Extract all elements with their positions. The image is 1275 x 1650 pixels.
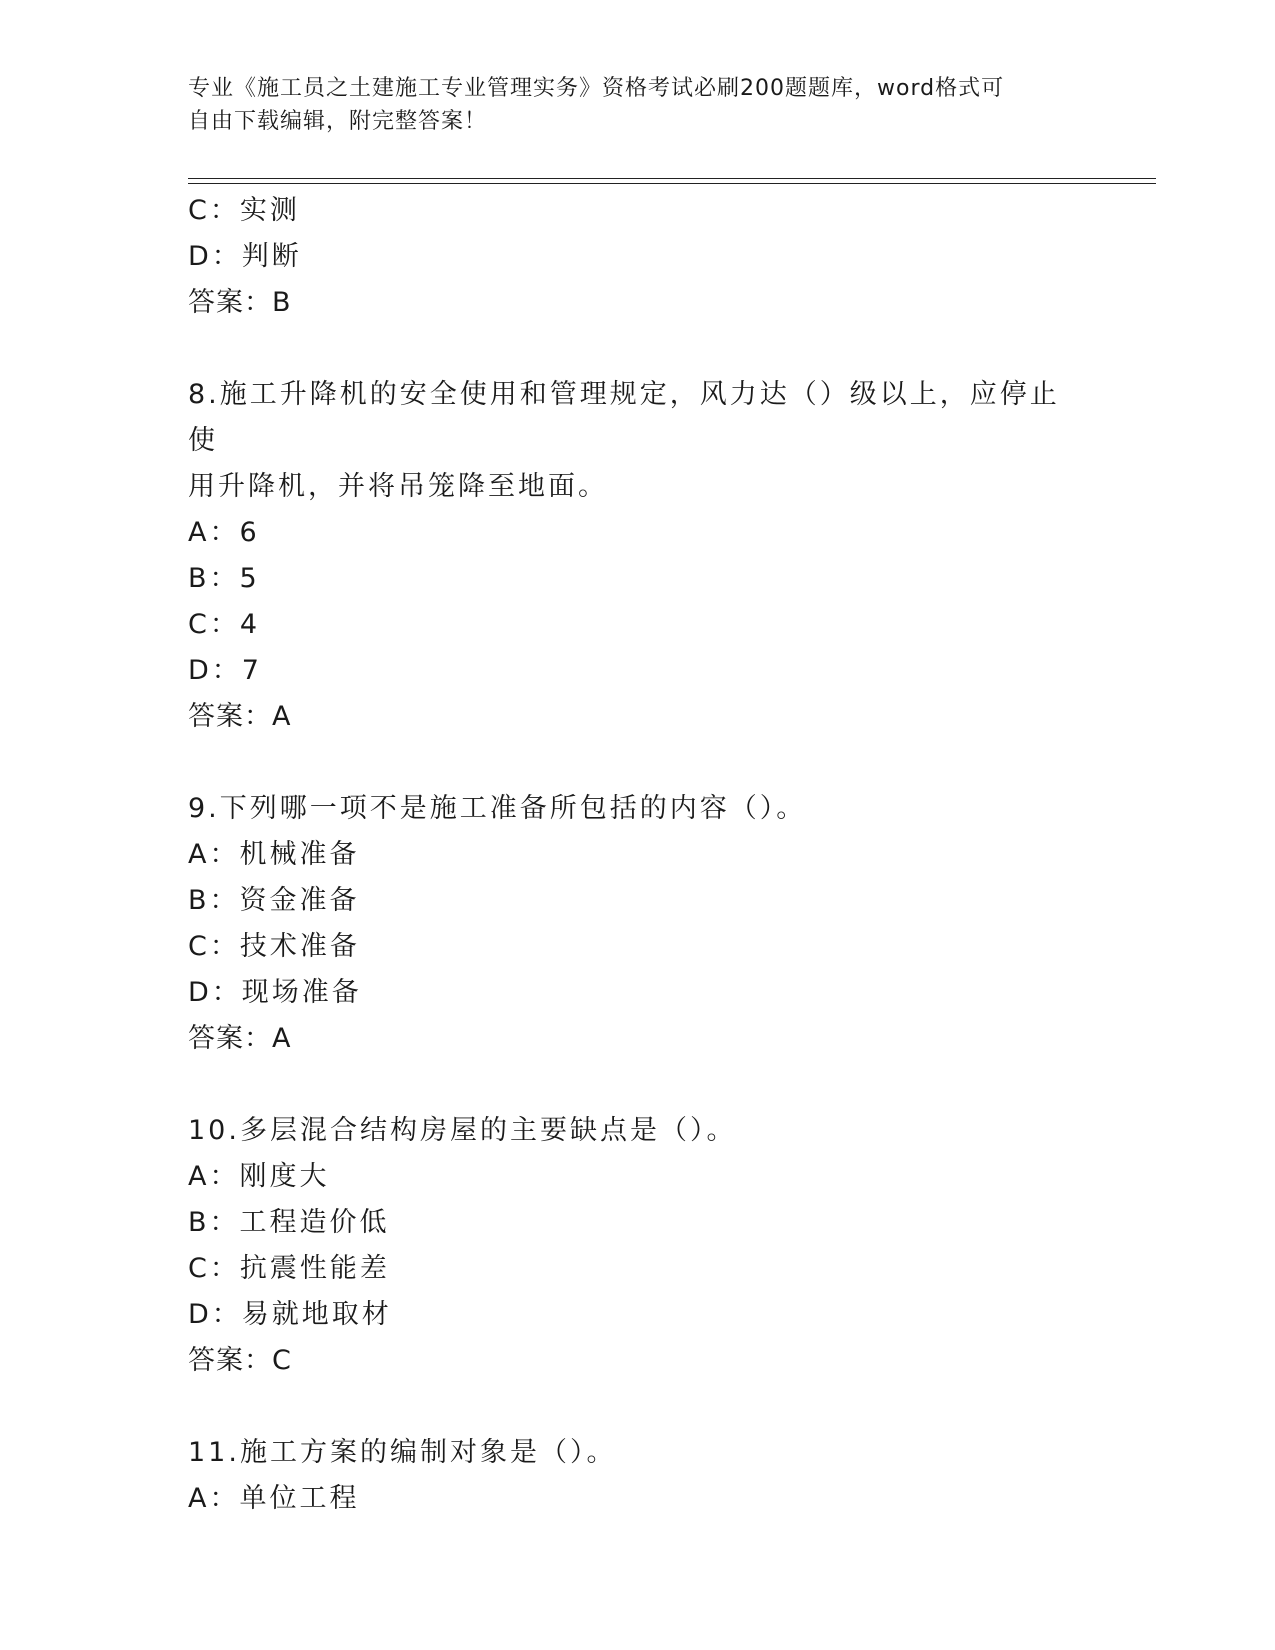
spacer: [188, 326, 1088, 372]
question-text: 11.施工方案的编制对象是（）。: [188, 1437, 617, 1468]
option-b: B：5: [188, 563, 260, 594]
option-d: D：易就地取材: [188, 1299, 392, 1330]
spacer: [188, 740, 1088, 786]
header-divider-top: [188, 178, 1156, 179]
question-text-line-2: 用升降机，并将吊笼降至地面。: [188, 471, 608, 502]
option-a: A：6: [188, 517, 260, 548]
question-text: [188, 372, 1068, 510]
question-list: [188, 188, 1088, 1522]
question-text: 9.下列哪一项不是施工准备所包括的内容（）。: [188, 793, 807, 824]
option-c: C：4: [188, 609, 261, 640]
question-block-11: [188, 1430, 1088, 1522]
option-a: A：机械准备: [188, 839, 360, 870]
header-title-line-2: 自由下载编辑，附完整答案！: [188, 109, 488, 134]
option-c: C：技术准备: [188, 931, 360, 962]
option-d: D：判断: [188, 241, 302, 272]
answer-line: 答案：A: [188, 1023, 292, 1054]
header-title-line-1: 专业《施工员之土建施工专业管理实务》资格考试必刷200题题库，word格式可: [188, 76, 1005, 101]
question-block-8: [188, 372, 1088, 740]
question-block-9: [188, 786, 1088, 1062]
answer-line: 答案：B: [188, 287, 292, 318]
header-divider-bottom: [188, 183, 1156, 184]
document-header: [188, 72, 1088, 138]
question-text-line-1: 8.施工升降机的安全使用和管理规定，风力达（）级以上，应停止使: [188, 379, 1060, 456]
answer-line: 答案：C: [188, 1345, 292, 1376]
answer-line: 答案：A: [188, 701, 292, 732]
option-b: B：工程造价低: [188, 1207, 390, 1238]
option-d: D：7: [188, 655, 262, 686]
option-b: B：资金准备: [188, 885, 360, 916]
question-text: 10.多层混合结构房屋的主要缺点是（）。: [188, 1115, 737, 1146]
option-c: C：实测: [188, 195, 300, 226]
question-block-10: [188, 1108, 1088, 1384]
question-block-prev: [188, 188, 1088, 326]
option-a: A：刚度大: [188, 1161, 330, 1192]
option-a: A：单位工程: [188, 1483, 360, 1514]
spacer: [188, 1384, 1088, 1430]
spacer: [188, 1062, 1088, 1108]
option-d: D：现场准备: [188, 977, 362, 1008]
option-c: C：抗震性能差: [188, 1253, 390, 1284]
